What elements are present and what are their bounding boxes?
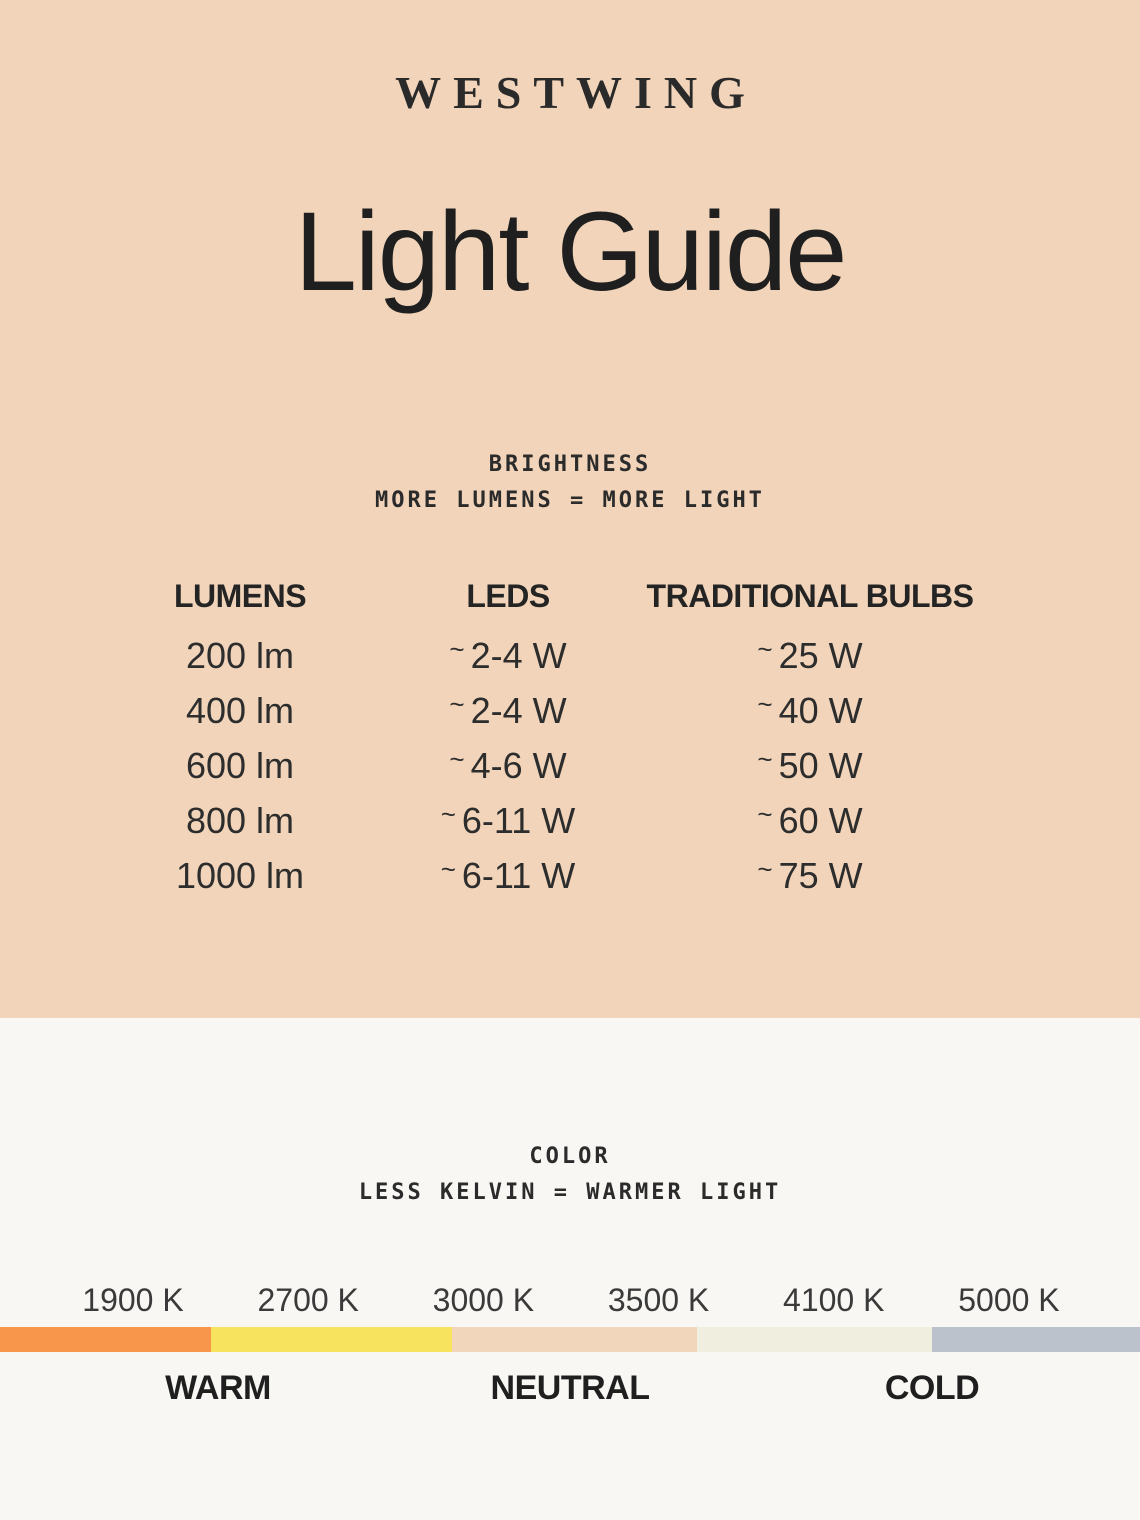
traditional-watts: 25 W bbox=[778, 635, 863, 676]
kelvin-label: 2700 K bbox=[257, 1282, 359, 1318]
brightness-heading: BRIGHTNESS bbox=[488, 452, 652, 477]
kelvin-label: 1900 K bbox=[82, 1282, 184, 1318]
column-header-traditional-bulbs: TRADITIONAL BULBS bbox=[646, 578, 974, 614]
leds-value: ~ 2-4 W bbox=[449, 689, 567, 731]
lumens-value: 800 lm bbox=[185, 800, 295, 841]
lumens-value: 600 lm bbox=[185, 745, 295, 786]
leds-value: ~ 2-4 W bbox=[449, 634, 567, 676]
brightness-subheading: MORE LUMENS = MORE LIGHT bbox=[375, 488, 765, 513]
color-temperature-section bbox=[0, 1018, 1140, 1520]
column-header-lumens: LUMENS bbox=[173, 578, 307, 614]
kelvin-label: 5000 K bbox=[958, 1282, 1060, 1318]
color-heading: COLOR bbox=[529, 1144, 611, 1169]
traditional-watts: 40 W bbox=[778, 690, 863, 731]
kelvin-scale-labels bbox=[0, 1282, 1140, 1318]
lumens-table bbox=[60, 578, 1024, 903]
traditional-watts: 75 W bbox=[778, 855, 863, 896]
color-temperature-scale-bar bbox=[0, 1327, 1140, 1352]
scale-segment-neutral-cream bbox=[697, 1327, 932, 1352]
page-title: Light Guide bbox=[294, 189, 846, 314]
kelvin-label: 3500 K bbox=[607, 1282, 710, 1318]
scale-segment-warm-yellow bbox=[211, 1327, 452, 1352]
traditional-value: ~ 75 W bbox=[757, 854, 863, 896]
traditional-value: ~ 25 W bbox=[757, 634, 863, 676]
traditional-value: ~ 40 W bbox=[757, 689, 863, 731]
column-header-leds: LEDS bbox=[466, 578, 550, 614]
traditional-watts: 50 W bbox=[778, 745, 863, 786]
traditional-value: ~ 50 W bbox=[757, 744, 863, 786]
scale-segment-warm-orange bbox=[0, 1327, 211, 1352]
traditional-value: ~ 60 W bbox=[757, 799, 863, 841]
leds-watts: 6-11 W bbox=[461, 800, 576, 841]
scale-segment-neutral-peach bbox=[452, 1327, 697, 1352]
leds-value: ~ 4-6 W bbox=[449, 744, 567, 786]
kelvin-label: 4100 K bbox=[783, 1282, 885, 1318]
neutral-label: NEUTRAL bbox=[490, 1369, 650, 1407]
lumens-value: 1000 lm bbox=[175, 855, 305, 896]
cold-label: COLD bbox=[884, 1369, 980, 1407]
leds-watts: 4-6 W bbox=[470, 745, 567, 786]
temperature-labels bbox=[0, 1366, 1140, 1410]
lumens-value: 200 lm bbox=[185, 635, 295, 676]
leds-watts: 6-11 W bbox=[461, 855, 576, 896]
scale-segment-cold-blue-gray bbox=[932, 1327, 1140, 1352]
brand-logo: WESTWING bbox=[395, 67, 757, 118]
traditional-watts: 60 W bbox=[778, 800, 863, 841]
kelvin-label: 3000 K bbox=[432, 1282, 535, 1318]
lumens-value: 400 lm bbox=[185, 690, 295, 731]
color-subheading: LESS KELVIN = WARMER LIGHT bbox=[358, 1180, 782, 1205]
leds-value: ~ 6-11 W bbox=[440, 854, 576, 896]
leds-watts: 2-4 W bbox=[470, 635, 567, 676]
warm-label: WARM bbox=[165, 1369, 271, 1407]
leds-watts: 2-4 W bbox=[470, 690, 567, 731]
leds-value: ~ 6-11 W bbox=[440, 799, 576, 841]
